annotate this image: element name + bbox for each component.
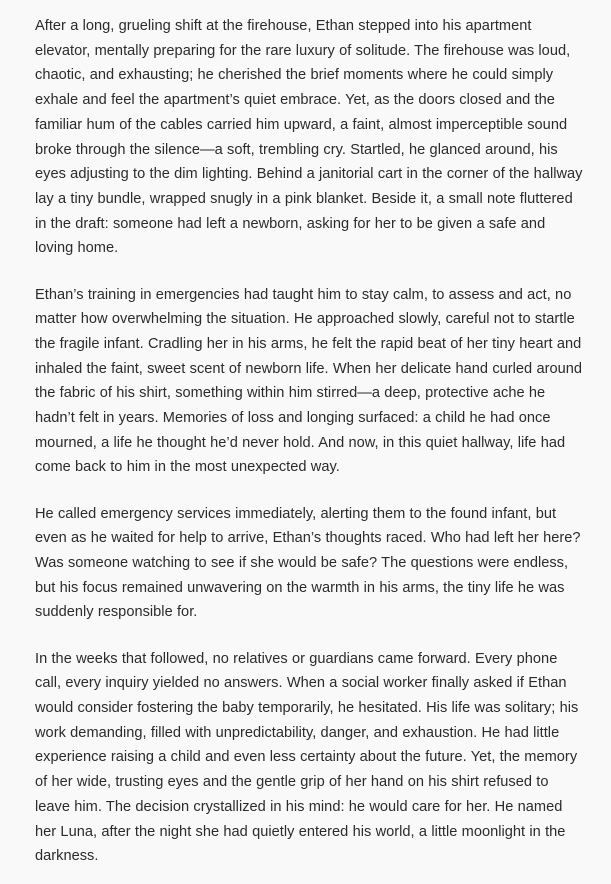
story-paragraph-2: Ethan’s training in emergencies had taught him to stay calm, to assess and act, no matter how overwhelming the situation. He approached slowly, careful not to startle the fragile infant. Cradling her in his arms, he felt the rapid beat of her tiny heart and inhaled the faint, sweet scent of newborn life. When her delicate hand curled around the fabric of his shirt, something within him stirred—a deep, protective ache he hadn’t felt in years. Memories of loss and longing surfaced: a child he had once mourned, a life he thought he’d never hold. And now, in this quiet hallway, life had come back to him in the most unexpected way. xyxy=(35,286,583,476)
story-paragraph-3: He called emergency services immediately, alerting them to the found infant, but even as he waited for help to arrive, Ethan’s thoughts raced. Who had left her here? Was someone watching to see if she would be safe? The questions were endless, but his focus remained unwavering on the warmth in his arms, the tiny life he was suddenly responsible for. xyxy=(35,505,581,621)
story-paragraph-4: In the weeks that followed, no relatives or guardians came forward. Every phone call, every inquiry yielded no answers. When a social worker finally asked if Ethan would consider fostering the baby temporarily, he hesitated. His life was solitary; his work demanding, filled with unpredictability, danger, and exhaustion. He had little experience raising a child and even less certainty about the future. Yet, the memory of her wide, trusting eyes and the gentle grip of her hand on his shirt refused to leave him. The decision crystallized in his mind: he would care for her. He named her Luna, after the night she had quietly entered his world, a little moonlight in the darkness. xyxy=(35,650,579,865)
story-text xyxy=(35,14,583,869)
story-paragraph-1: After a long, grueling shift at the firehouse, Ethan stepped into his apartment elevator, mentally preparing for the rare luxury of solitude. The firehouse was loud, chaotic, and exhausting; he cherished the brief moments where he could simply exhale and feel the apartment’s quiet embrace. Yet, as the doors closed and the familiar hum of the cables carried him upward, a faint, almost imperceptible sound broke through the silence—a soft, trembling cry. Startled, he glanced around, his eyes adjusting to the dim lighting. Behind a janitorial cart in the corner of the hallway lay a tiny bundle, wrapped snugly in a pink blanket. Beside it, a small note fluttered in the draft: someone had left a newborn, asking for her to be given a safe and loving home. xyxy=(35,18,583,257)
